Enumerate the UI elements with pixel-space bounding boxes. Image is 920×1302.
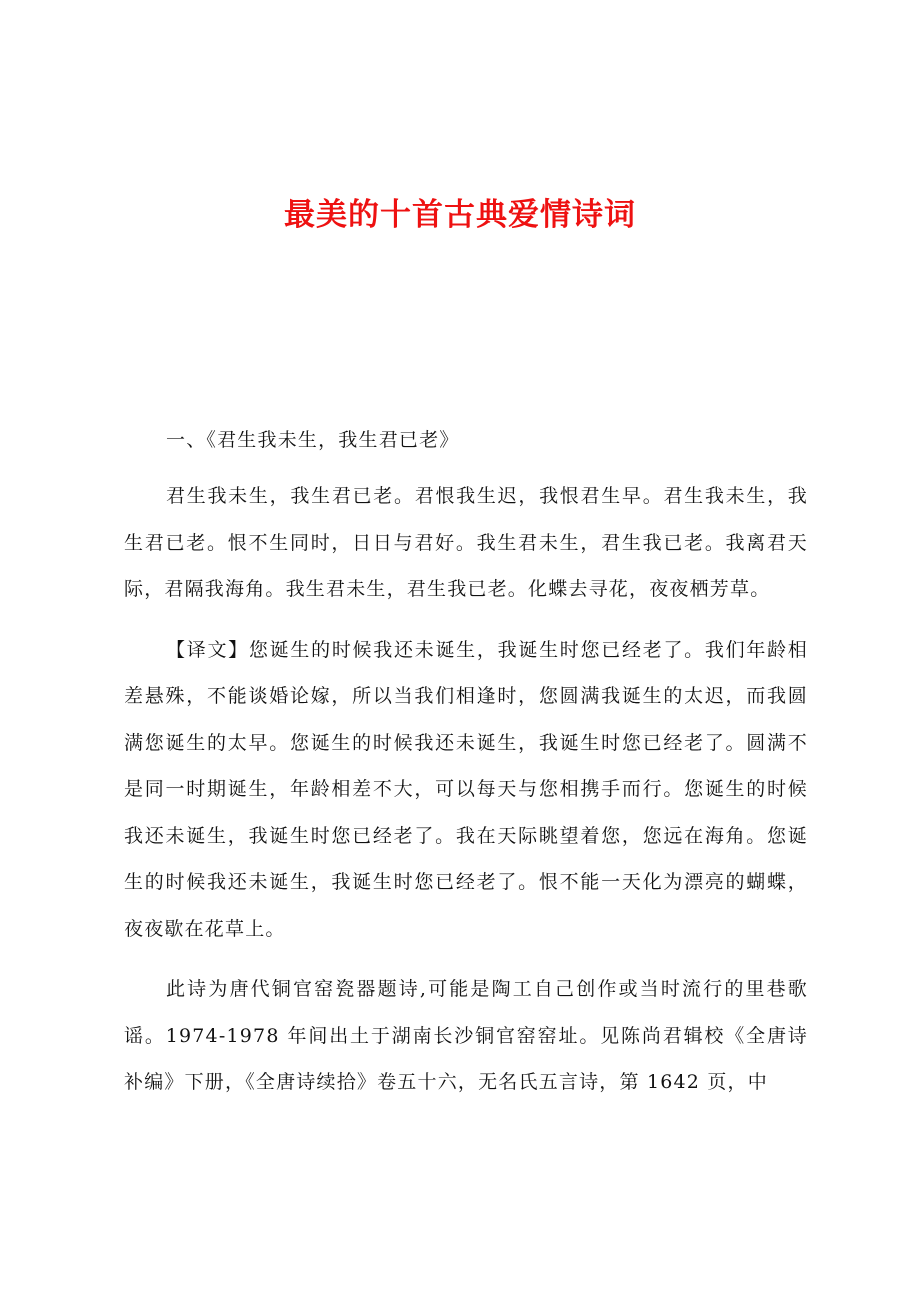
translation-paragraph: 【译文】您诞生的时候我还未诞生，我诞生时您已经老了。我们年龄相差悬殊，不能谈婚论嫁，所以当我们相逢时，您圆满我诞生的太迟，而我圆满您诞生的太早。您诞生的时候我还未诞生，我诞生时您已经老了。圆满不是同一时期诞生，年龄相差不大，可以每天与您相携手而行。您诞生的时候我还未诞生，我诞生时您已经老了。我在天际眺望着您，您远在海角。您诞生的时候我还未诞生，我诞生时您已经老了。恨不能一天化为漂亮的蝴蝶，夜夜歇在花草上。	[124, 638, 808, 940]
document-title: 最美的十首古典爱情诗词	[284, 197, 636, 233]
note-paragraph: 此诗为唐代铜官窑瓷器题诗,可能是陶工自己创作或当时流行的里巷歌谣。1974-1978 年间出土于湖南长沙铜官窑窑址。见陈尚君辑校《全唐诗补编》下册，《全唐诗续拾》卷五十六，无名氏五言诗，第 1642 页，中	[124, 978, 808, 1093]
document-body	[124, 425, 808, 1120]
section-heading: 一、《君生我未生，我生君已老》	[166, 429, 460, 451]
poem-paragraph: 君生我未生，我生君已老。君恨我生迟，我恨君生早。君生我未生，我生君已老。恨不生同时，日日与君好。我生君未生，君生我已老。我离君天际，君隔我海角。我生君未生，君生我已老。化蝶去寻花，夜夜栖芳草。	[124, 485, 808, 600]
